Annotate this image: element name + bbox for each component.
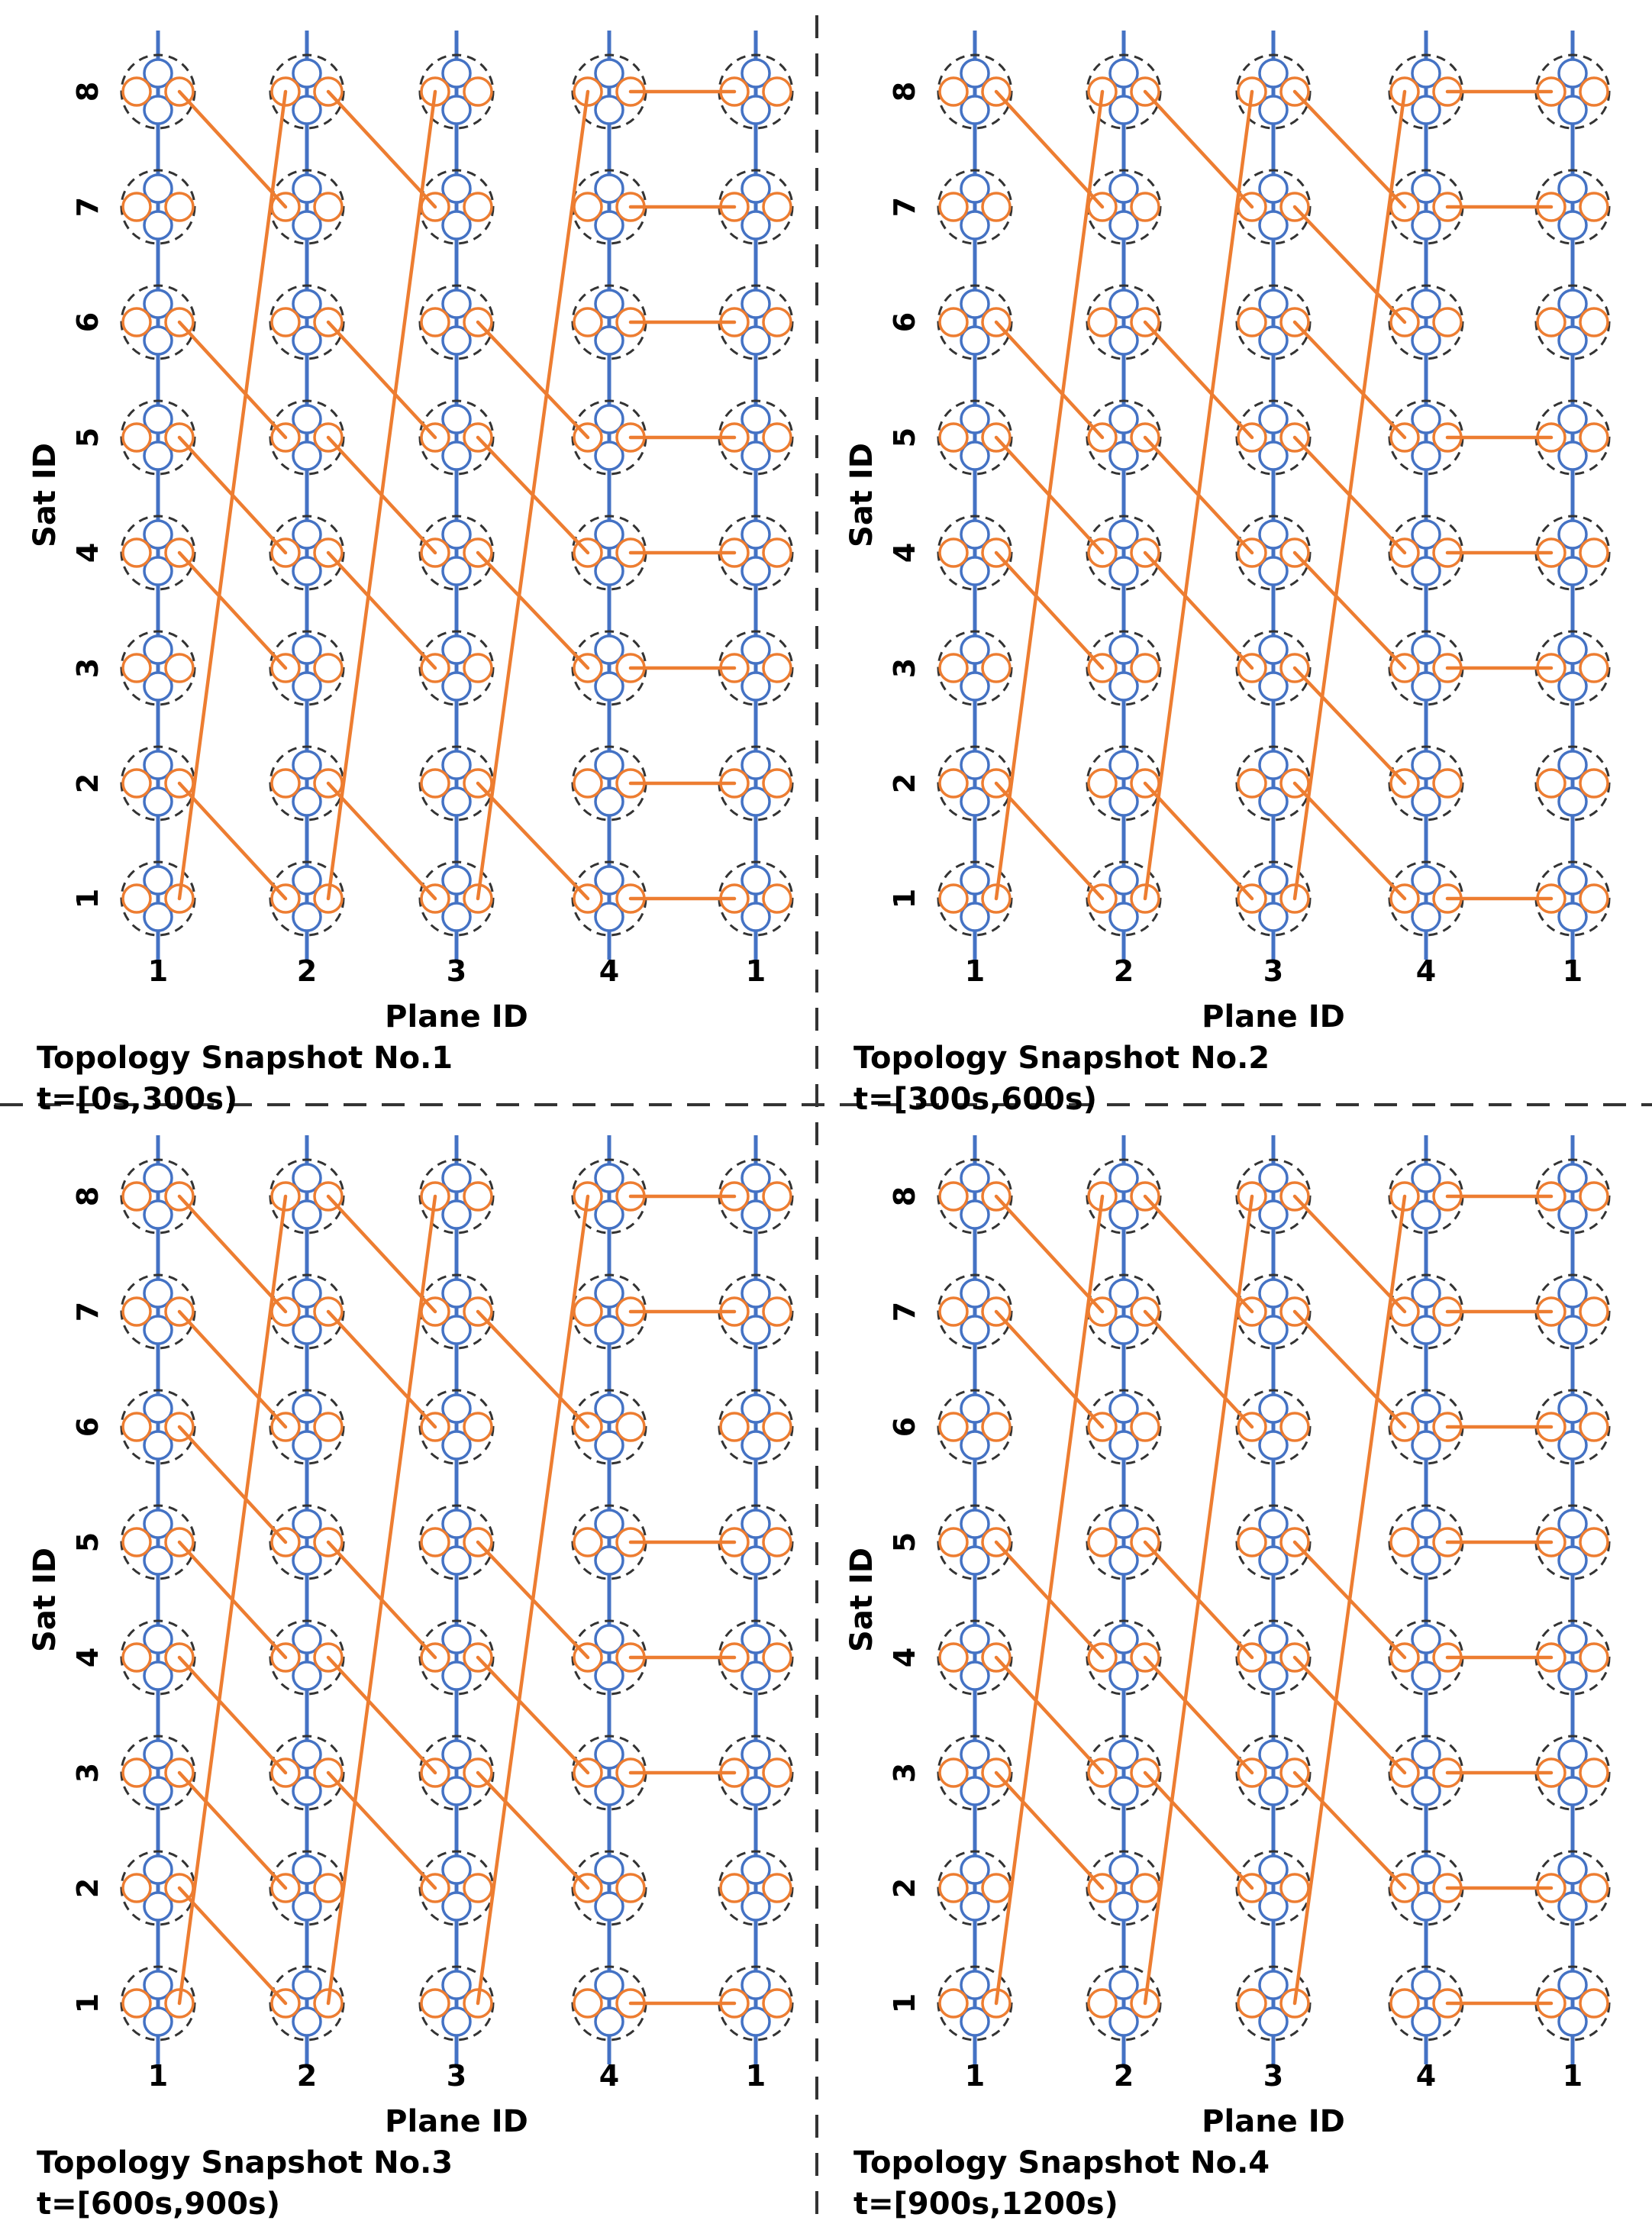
sat-id-tick: 6 bbox=[888, 311, 921, 333]
inter-plane-port-west bbox=[940, 1990, 967, 2017]
y-axis-label: Sat ID bbox=[844, 443, 879, 547]
inter-plane-port-west bbox=[1089, 1990, 1116, 2017]
sat-id-tick: 4 bbox=[71, 542, 105, 563]
plane-id-tick: 4 bbox=[599, 954, 620, 988]
sat-id-tick: 1 bbox=[71, 1993, 105, 2014]
sat-id-tick: 3 bbox=[71, 657, 105, 679]
inter-plane-port-west bbox=[123, 1990, 150, 2017]
inter-plane-port-west bbox=[574, 1528, 602, 1556]
sat-id-tick: 8 bbox=[888, 81, 921, 102]
inter-plane-port-east bbox=[1580, 1298, 1608, 1325]
inter-plane-port-west bbox=[1391, 1528, 1418, 1556]
sat-id-tick: 8 bbox=[71, 81, 105, 102]
plane-id-tick: 3 bbox=[1263, 954, 1284, 988]
x-axis-label: Plane ID bbox=[385, 999, 528, 1034]
sat-id-tick: 1 bbox=[888, 1993, 921, 2014]
inter-plane-port-east bbox=[982, 1874, 1010, 1902]
sat-id-tick: 5 bbox=[71, 1531, 105, 1553]
inter-plane-port-west bbox=[1537, 770, 1565, 797]
inter-plane-port-east bbox=[166, 654, 193, 682]
inter-plane-port-east bbox=[1131, 193, 1159, 221]
sat-id-tick: 4 bbox=[888, 1647, 921, 1668]
y-axis-label: Sat ID bbox=[27, 1548, 63, 1652]
plane-id-tick: 1 bbox=[964, 2059, 986, 2093]
x-axis-label: Plane ID bbox=[1202, 2104, 1345, 2139]
inter-plane-port-east bbox=[763, 1759, 791, 1786]
sat-id-tick: 6 bbox=[888, 1416, 921, 1438]
inter-plane-port-west bbox=[940, 1413, 967, 1441]
inter-plane-port-west bbox=[940, 424, 967, 451]
inter-plane-port-east bbox=[1131, 1413, 1159, 1441]
inter-plane-port-east bbox=[1580, 424, 1608, 451]
inter-plane-port-east bbox=[464, 1874, 492, 1902]
inter-plane-port-west bbox=[123, 424, 150, 451]
inter-plane-port-west bbox=[940, 1528, 967, 1556]
inter-plane-port-east bbox=[617, 1413, 644, 1441]
inter-plane-port-west bbox=[940, 539, 967, 566]
inter-plane-port-east bbox=[1580, 1759, 1608, 1786]
inter-plane-port-east bbox=[1580, 539, 1608, 566]
sat-id-tick: 7 bbox=[71, 196, 105, 218]
inter-plane-port-east bbox=[1580, 885, 1608, 912]
sat-id-tick: 6 bbox=[71, 311, 105, 333]
inter-plane-port-west bbox=[123, 770, 150, 797]
inter-plane-port-west bbox=[421, 770, 449, 797]
plane-id-tick: 2 bbox=[296, 954, 318, 988]
plane-id-tick: 1 bbox=[745, 2059, 766, 2093]
inter-plane-port-east bbox=[1580, 1990, 1608, 2017]
inter-plane-port-west bbox=[1089, 1528, 1116, 1556]
inter-plane-port-west bbox=[421, 1528, 449, 1556]
x-axis-label: Plane ID bbox=[385, 2104, 528, 2139]
inter-plane-port-east bbox=[315, 1874, 342, 1902]
inter-plane-port-west bbox=[272, 770, 299, 797]
inter-plane-port-east bbox=[464, 78, 492, 105]
sat-id-tick: 1 bbox=[71, 888, 105, 909]
inter-plane-port-east bbox=[464, 193, 492, 221]
inter-plane-port-west bbox=[123, 539, 150, 566]
inter-plane-port-east bbox=[617, 1874, 644, 1902]
sat-id-tick: 1 bbox=[888, 888, 921, 909]
inter-plane-port-west bbox=[940, 1759, 967, 1786]
inter-plane-port-west bbox=[123, 1759, 150, 1786]
inter-plane-port-west bbox=[940, 1298, 967, 1325]
inter-plane-port-east bbox=[763, 1644, 791, 1671]
inter-plane-port-west bbox=[721, 1874, 748, 1902]
inter-plane-port-west bbox=[940, 193, 967, 221]
inter-plane-port-east bbox=[464, 1183, 492, 1210]
plane-id-tick: 1 bbox=[1562, 954, 1583, 988]
inter-plane-port-east bbox=[1580, 78, 1608, 105]
inter-plane-port-west bbox=[123, 78, 150, 105]
inter-plane-port-west bbox=[123, 1183, 150, 1210]
inter-plane-port-west bbox=[123, 1298, 150, 1325]
snapshot-time-window: t=[300s,600s) bbox=[853, 1082, 1098, 1117]
plane-id-tick: 4 bbox=[1415, 954, 1437, 988]
plane-id-tick: 1 bbox=[1562, 2059, 1583, 2093]
inter-plane-port-east bbox=[315, 654, 342, 682]
inter-plane-port-west bbox=[123, 654, 150, 682]
inter-plane-port-west bbox=[574, 193, 602, 221]
sat-id-tick: 7 bbox=[888, 196, 921, 218]
inter-plane-port-west bbox=[940, 885, 967, 912]
inter-plane-port-west bbox=[940, 1874, 967, 1902]
inter-plane-port-east bbox=[1281, 1413, 1308, 1441]
snapshot-time-window: t=[900s,1200s) bbox=[853, 2187, 1118, 2222]
inter-plane-port-west bbox=[574, 1298, 602, 1325]
inter-plane-port-east bbox=[1580, 1528, 1608, 1556]
sat-id-tick: 6 bbox=[71, 1416, 105, 1438]
inter-plane-port-west bbox=[1537, 308, 1565, 336]
inter-plane-port-east bbox=[763, 770, 791, 797]
sat-id-tick: 2 bbox=[888, 1877, 921, 1899]
inter-plane-port-west bbox=[123, 1644, 150, 1671]
snapshot-title: Topology Snapshot No.2 bbox=[853, 1041, 1270, 1076]
inter-plane-port-east bbox=[1434, 770, 1461, 797]
inter-plane-port-east bbox=[763, 885, 791, 912]
inter-plane-port-east bbox=[1580, 308, 1608, 336]
sat-id-tick: 3 bbox=[888, 1762, 921, 1783]
y-axis-label: Sat ID bbox=[27, 443, 63, 547]
inter-plane-port-west bbox=[1391, 1990, 1418, 2017]
x-axis-label: Plane ID bbox=[1202, 999, 1345, 1034]
inter-plane-port-west bbox=[123, 885, 150, 912]
inter-plane-port-east bbox=[763, 1990, 791, 2017]
sat-id-tick: 4 bbox=[71, 1647, 105, 1668]
inter-plane-port-west bbox=[1089, 770, 1116, 797]
inter-plane-port-east bbox=[763, 1413, 791, 1441]
sat-id-tick: 2 bbox=[71, 1877, 105, 1899]
plane-id-tick: 3 bbox=[1263, 2059, 1284, 2093]
inter-plane-port-east bbox=[763, 1528, 791, 1556]
inter-plane-port-west bbox=[574, 770, 602, 797]
inter-plane-port-east bbox=[315, 1413, 342, 1441]
inter-plane-port-east bbox=[315, 193, 342, 221]
inter-plane-port-east bbox=[1131, 654, 1159, 682]
inter-plane-port-east bbox=[763, 78, 791, 105]
inter-plane-port-west bbox=[721, 1413, 748, 1441]
inter-plane-port-east bbox=[1131, 1874, 1159, 1902]
inter-plane-port-east bbox=[1434, 308, 1461, 336]
inter-plane-port-east bbox=[982, 1413, 1010, 1441]
inter-plane-port-west bbox=[940, 78, 967, 105]
inter-plane-port-east bbox=[763, 308, 791, 336]
inter-plane-port-east bbox=[1580, 1644, 1608, 1671]
snapshot-title: Topology Snapshot No.4 bbox=[853, 2145, 1270, 2180]
plane-id-tick: 1 bbox=[964, 954, 986, 988]
inter-plane-port-west bbox=[123, 193, 150, 221]
inter-plane-port-east bbox=[982, 193, 1010, 221]
sat-id-tick: 5 bbox=[888, 1531, 921, 1553]
inter-plane-port-east bbox=[763, 654, 791, 682]
inter-plane-port-east bbox=[763, 1874, 791, 1902]
plane-id-tick: 4 bbox=[1415, 2059, 1437, 2093]
inter-plane-port-east bbox=[763, 193, 791, 221]
snapshot-title: Topology Snapshot No.3 bbox=[37, 2145, 453, 2180]
inter-plane-port-west bbox=[940, 1183, 967, 1210]
plane-id-tick: 3 bbox=[446, 954, 467, 988]
sat-id-tick: 4 bbox=[888, 542, 921, 563]
inter-plane-port-east bbox=[166, 193, 193, 221]
inter-plane-port-east bbox=[464, 654, 492, 682]
inter-plane-port-east bbox=[464, 1413, 492, 1441]
inter-plane-port-west bbox=[574, 1990, 602, 2017]
inter-plane-port-west bbox=[1089, 308, 1116, 336]
sat-id-tick: 8 bbox=[888, 1186, 921, 1207]
snapshot-title: Topology Snapshot No.1 bbox=[37, 1041, 453, 1076]
inter-plane-port-west bbox=[940, 1644, 967, 1671]
inter-plane-port-west bbox=[940, 654, 967, 682]
inter-plane-port-west bbox=[123, 1413, 150, 1441]
sat-id-tick: 2 bbox=[888, 773, 921, 794]
inter-plane-port-west bbox=[1238, 770, 1266, 797]
inter-plane-port-west bbox=[1238, 308, 1266, 336]
inter-plane-port-east bbox=[763, 424, 791, 451]
plane-id-tick: 2 bbox=[1113, 2059, 1134, 2093]
inter-plane-port-east bbox=[1580, 654, 1608, 682]
sat-id-tick: 8 bbox=[71, 1186, 105, 1207]
inter-plane-port-east bbox=[1580, 193, 1608, 221]
inter-plane-port-east bbox=[1580, 1413, 1608, 1441]
inter-plane-port-west bbox=[123, 1528, 150, 1556]
inter-plane-port-east bbox=[763, 1183, 791, 1210]
inter-plane-port-west bbox=[123, 308, 150, 336]
inter-plane-port-west bbox=[940, 308, 967, 336]
inter-plane-port-east bbox=[1580, 1183, 1608, 1210]
inter-plane-port-west bbox=[1238, 1990, 1266, 2017]
inter-plane-port-east bbox=[763, 1298, 791, 1325]
plane-id-tick: 3 bbox=[446, 2059, 467, 2093]
sat-id-tick: 7 bbox=[71, 1301, 105, 1322]
inter-plane-port-west bbox=[421, 1990, 449, 2017]
inter-plane-port-east bbox=[763, 539, 791, 566]
inter-plane-port-west bbox=[421, 308, 449, 336]
inter-plane-port-east bbox=[1281, 1874, 1308, 1902]
sat-id-tick: 7 bbox=[888, 1301, 921, 1322]
inter-plane-port-west bbox=[272, 308, 299, 336]
inter-plane-port-east bbox=[1580, 770, 1608, 797]
inter-plane-port-west bbox=[123, 1874, 150, 1902]
plane-id-tick: 2 bbox=[1113, 954, 1134, 988]
inter-plane-port-west bbox=[574, 308, 602, 336]
plane-id-tick: 1 bbox=[745, 954, 766, 988]
sat-id-tick: 5 bbox=[888, 427, 921, 448]
inter-plane-port-east bbox=[982, 654, 1010, 682]
sat-id-tick: 3 bbox=[71, 1762, 105, 1783]
plane-id-tick: 4 bbox=[599, 2059, 620, 2093]
sat-id-tick: 3 bbox=[888, 657, 921, 679]
y-axis-label: Sat ID bbox=[844, 1548, 879, 1652]
plane-id-tick: 1 bbox=[147, 954, 169, 988]
inter-plane-port-west bbox=[940, 770, 967, 797]
snapshot-time-window: t=[0s,300s) bbox=[37, 1082, 238, 1117]
sat-id-tick: 5 bbox=[71, 427, 105, 448]
inter-plane-port-east bbox=[1580, 1874, 1608, 1902]
plane-id-tick: 1 bbox=[147, 2059, 169, 2093]
sat-id-tick: 2 bbox=[71, 773, 105, 794]
snapshot-time-window: t=[600s,900s) bbox=[37, 2187, 281, 2222]
plane-id-tick: 2 bbox=[296, 2059, 318, 2093]
inter-plane-port-west bbox=[1238, 1528, 1266, 1556]
